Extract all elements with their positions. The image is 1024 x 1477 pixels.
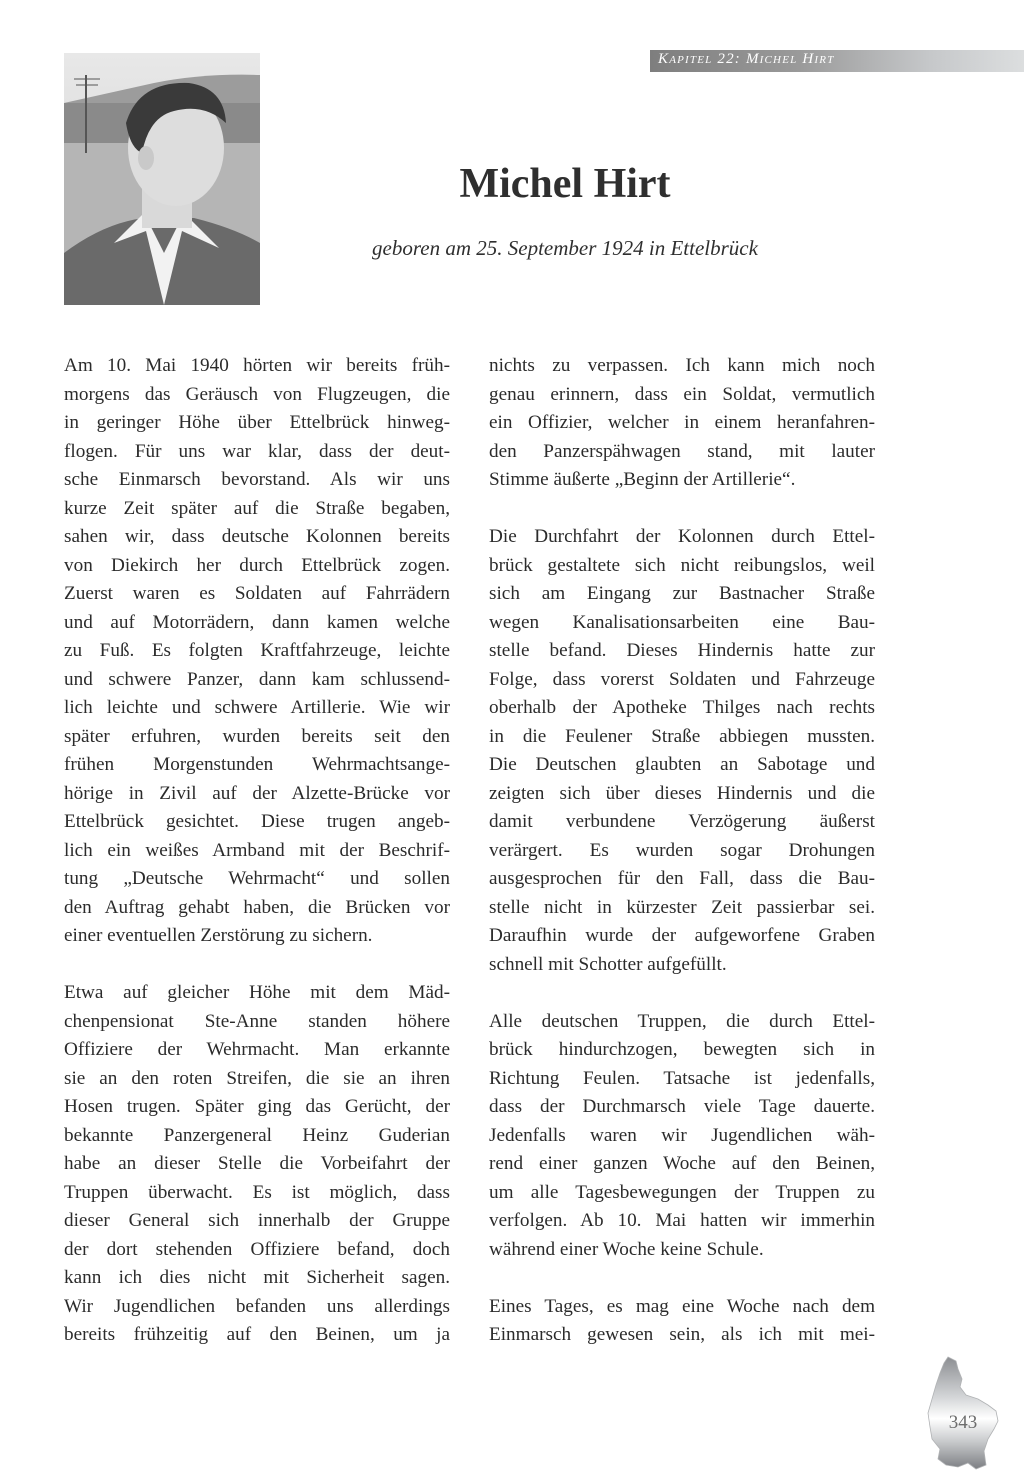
text-line: Stimme äußerte „Beginn der Artillerie“. [489, 469, 796, 490]
right-text-column [489, 352, 875, 1350]
text-line: Etwa auf gleicher Höhe mit dem Mäd- [64, 982, 450, 1003]
text-line: morgens das Geräusch von Flugzeugen, die [64, 383, 450, 405]
text-line: brück gestaltete sich nicht reibungslos, weil [489, 554, 875, 576]
text-line: zu Fuß. Es folgten Kraftfahrzeuge, leichte [64, 640, 450, 661]
text-line: um alle Tagesbewegungen der Truppen zu [489, 1181, 875, 1203]
text-line: dass der Durchmarsch viele Tage dauerte. [489, 1096, 875, 1117]
text-line: einer eventuellen Zerstörung zu sichern. [64, 925, 373, 946]
text-line: sahen wir, dass deutsche Kolonnen bereits [64, 526, 450, 547]
text-line: ausgesprochen für den Fall, dass die Bau- [489, 868, 875, 889]
text-line: stelle nicht in kürzester Zeit passierbar sei. [489, 896, 875, 918]
paragraph [489, 523, 875, 979]
text-line: sche Einmarsch bevorstand. Als wir uns [64, 469, 450, 490]
text-line: bereits frühzeitig auf den Beinen, um ja [64, 1324, 450, 1345]
text-line: schnell mit Schotter aufgefüllt. [489, 953, 727, 975]
paragraph [64, 979, 450, 1350]
text-line: hörige in Zivil auf der Alzette-Brücke vor [64, 782, 450, 804]
text-line: kann ich dies nicht mit Sicherheit sagen. [64, 1267, 450, 1288]
text-line: Ettelbrück gesichtet. Diese trugen angeb- [64, 811, 450, 832]
text-line: frühen Morgenstunden Wehrmachtsange- [64, 754, 450, 775]
text-line: bekannte Panzergeneral Heinz Guderian [64, 1124, 450, 1146]
text-line: in geringer Höhe über Ettelbrück hinweg- [64, 412, 450, 433]
text-line: von Diekirch her durch Ettelbrück zogen. [64, 554, 450, 576]
text-line: Daraufhin wurde der aufgeworfene Graben [489, 925, 875, 946]
page-number: 343 [948, 1412, 978, 1433]
text-line: Truppen überwacht. Es ist möglich, dass [64, 1181, 450, 1203]
text-line: Einmarsch gewesen sein, als ich mit mei- [489, 1324, 875, 1345]
text-line: Hosen trugen. Später ging das Gerücht, der [64, 1096, 450, 1117]
text-line: tung „Deutsche Wehrmacht“ und sollen [64, 868, 450, 889]
text-line: damit verbundene Verzögerung äußerst [489, 811, 875, 832]
text-line: Am 10. Mai 1940 hörten wir bereits früh- [64, 355, 450, 376]
portrait-photo [64, 53, 260, 305]
text-line: zeigten sich über dieses Hindernis und die [489, 782, 875, 804]
text-line: Zuerst waren es Soldaten auf Fahrrädern [64, 583, 450, 604]
text-line: oberhalb der Apotheke Thilges nach rechts [489, 697, 875, 718]
text-line: Alle deutschen Truppen, die durch Ettel- [489, 1010, 875, 1032]
text-line: in die Feulener Straße abbiegen mussten. [489, 725, 875, 747]
chapter-label: Kapitel 22: Michel Hirt [658, 51, 835, 67]
text-line: sie an den roten Streifen, die sie an ihren [64, 1067, 450, 1089]
paragraph [489, 1008, 875, 1265]
text-line: habe an dieser Stelle die Vorbeifahrt der [64, 1153, 450, 1174]
text-line: den Auftrag gehabt haben, die Brücken vor [64, 896, 450, 918]
text-line: verfolgen. Ab 10. Mai hatten wir immerhin [489, 1210, 875, 1231]
text-line: Offiziere der Wehrmacht. Man erkannte [64, 1039, 450, 1060]
text-line: kurze Zeit später auf die Straße begaben, [64, 497, 450, 519]
text-line: Wir Jugendlichen befanden uns allerdings [64, 1295, 450, 1317]
text-line: rend einer ganzen Woche auf den Beinen, [489, 1153, 875, 1174]
text-line: Folge, dass vorerst Soldaten und Fahrzeuge [489, 668, 875, 690]
text-line: Jedenfalls waren wir Jugendlichen wäh- [489, 1124, 875, 1146]
text-line: sich am Eingang zur Bastnacher Straße [489, 583, 875, 604]
paragraph [489, 352, 875, 495]
subtitle-birth-info: geboren am 25. September 1924 in Ettelbrück [372, 236, 758, 260]
text-line: nichts zu verpassen. Ich kann mich noch [489, 355, 875, 376]
text-line: Die Durchfahrt der Kolonnen durch Ettel- [489, 526, 875, 547]
text-line: Die Deutschen glaubten an Sabotage und [489, 754, 875, 775]
text-line: flogen. Für uns war klar, dass der deut- [64, 440, 450, 462]
text-line: während einer Woche keine Schule. [489, 1238, 764, 1260]
text-line: stelle befand. Dieses Hindernis hatte zur [489, 640, 875, 661]
text-line: lich leichte und schwere Artillerie. Wie wir [64, 697, 450, 718]
text-line: und schwere Panzer, dann kam schlussend- [64, 668, 450, 690]
text-line: Richtung Feulen. Tatsache ist jedenfalls, [489, 1067, 875, 1089]
paragraph [64, 352, 450, 951]
portrait-image [64, 53, 260, 305]
text-line: Eines Tages, es mag eine Woche nach dem [489, 1295, 875, 1317]
left-text-column [64, 352, 450, 1350]
text-line: verärgert. Es wurden sogar Drohungen [489, 839, 875, 861]
text-line: den Panzerspähwagen stand, mit lauter [489, 440, 875, 462]
text-line: genau erinnern, dass ein Soldat, vermutlich [489, 383, 875, 405]
text-line: ein Offizier, welcher in einem heranfahren- [489, 412, 875, 433]
text-line: lich ein weißes Armband mit der Beschrif- [64, 839, 450, 861]
text-line: wegen Kanalisationsarbeiten eine Bau- [489, 611, 875, 633]
page-title: Michel Hirt [459, 161, 671, 207]
text-line: brück hindurchzogen, bewegten sich in [489, 1039, 875, 1060]
text-line: der dort stehenden Offiziere befand, doch [64, 1238, 450, 1260]
chapter-header-banner [650, 50, 1024, 72]
text-line: dieser General sich innerhalb der Gruppe [64, 1210, 450, 1231]
text-line: und auf Motorrädern, dann kamen welche [64, 611, 450, 633]
text-line: chenpensionat Ste-Anne standen höhere [64, 1010, 450, 1032]
paragraph [489, 1293, 875, 1350]
text-line: später erfuhren, wurden bereits seit den [64, 725, 450, 747]
